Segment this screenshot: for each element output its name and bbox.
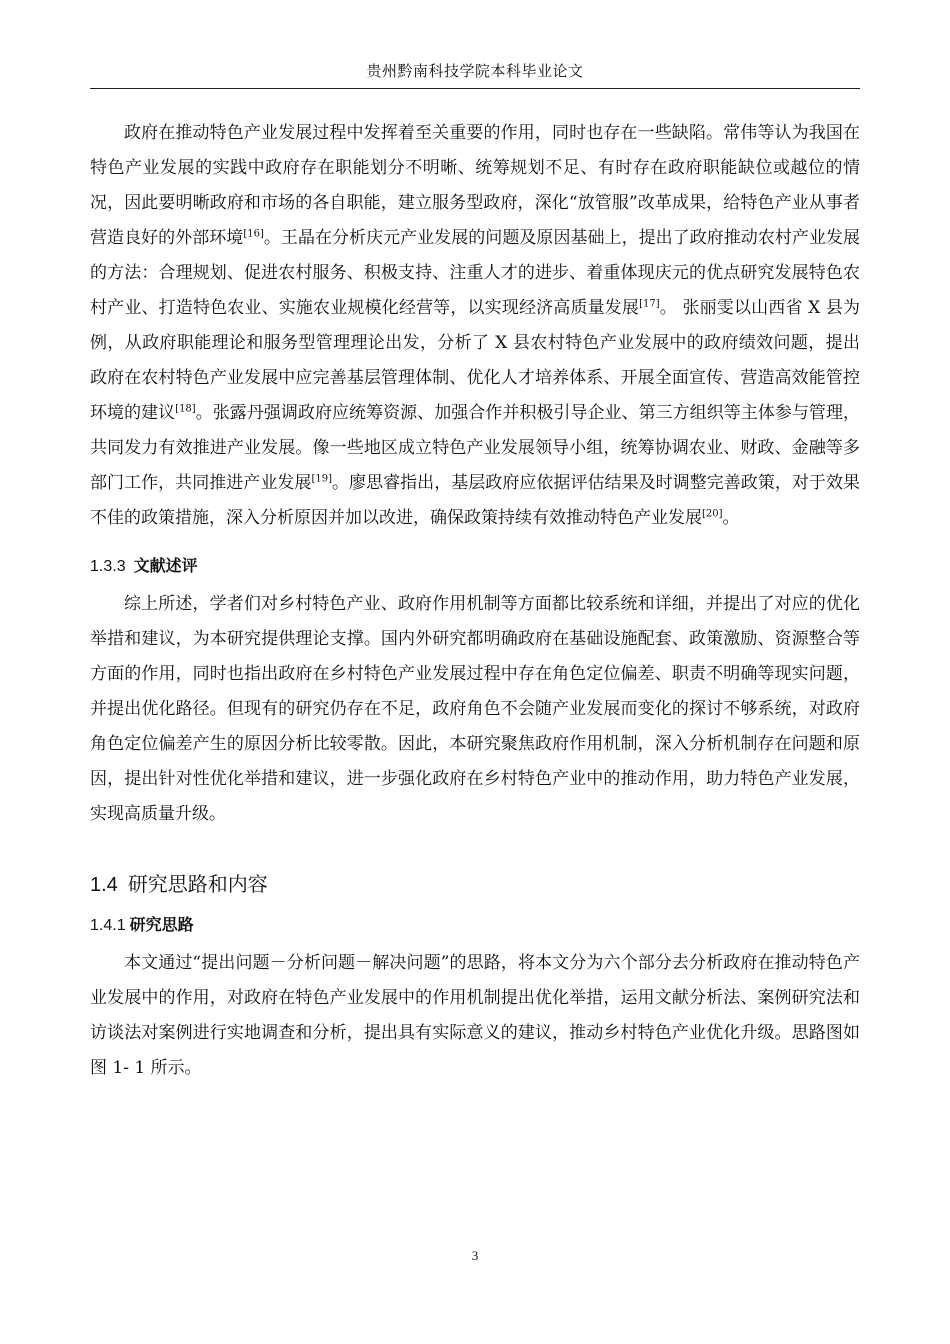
section-number: 1.4.1 bbox=[90, 917, 126, 934]
paragraph-text: 。 张丽雯以山西省 X 县为例，从政府职能理论和服务型管理理论出发，分析了 X 县农村特色产业发展中的政府绩效问题，提出政府在农村特色产业发展中应完善基层管理体制、优化人才培养体系、开展全面宣传、营造高效能管控环境的建议 bbox=[90, 298, 860, 423]
paragraph-literature-review: 综上所述，学者们对乡村特色产业、政府作用机制等方面都比较系统和详细，并提出了对应的优化举措和建议，为本研究提供理论支撑。国内外研究都明确政府在基础设施配套、政策激励、资源整合等方面的作用，同时也指出政府在乡村特色产业发展过程中存在角色定位偏差、职责不明确等现实问题，并提出优化路径。但现有的研究仍存在不足，政府角色不会随产业发展而变化的探讨不够系统，对政府角色定位偏差产生的原因分析比较零散。因此，本研究聚焦政府作用机制，深入分析机制存在问题和原因，提出针对性优化举措和建议，进一步强化政府在乡村特色产业中的推动作用，助力特色产业发展，实现高质量升级。 bbox=[90, 594, 860, 824]
paragraph-text: 。廖思睿指出，基层政府应依据评估结果及时调整完善政策，对于效果不佳的政策措施，深入分析原因并加以改进，确保政策持续有效推动特色产业发展 bbox=[90, 473, 861, 528]
paragraph-text: 。王晶在分析庆元产业发展的问题及原因基础上，提出了政府推动农村产业发展的方法：合理规划、促进农村服务、积极支持、注重人才的进步、着重体现庆元的优点研究发展特色农村产业、打造特色农业、实施农业规模化经营等，以实现经济高质量发展 bbox=[90, 228, 861, 318]
citation-ref: [20] bbox=[702, 508, 723, 520]
paragraph-government-role-literature bbox=[90, 116, 860, 536]
citation-ref: [17] bbox=[639, 298, 660, 310]
paragraph-text: 。 bbox=[722, 508, 740, 528]
header-divider bbox=[90, 88, 860, 89]
paragraph-text: 政府在推动特色产业发展过程中发挥着至关重要的作用，同时也存在一些缺陷。常伟等认为我国在特色产业发展的实践中政府存在职能划分不明晰、统筹规划不足、有时存在政府职能缺位或越位的情况，因此要明晰政府和市场的各自职能，建立服务型政府，深化“放管服”改革成果，给特色产业从事者营造良好的外部环境 bbox=[90, 123, 860, 248]
page-body bbox=[90, 116, 860, 1086]
section-title: 研究思路 bbox=[129, 915, 194, 934]
section-title: 研究思路和内容 bbox=[127, 872, 268, 896]
paragraph-text: 。张露丹强调政府应统筹资源、加强合作并积极引导企业、第三方组织等主体参与管理，共同发力有效推进产业发展。像一些地区成立特色产业发展领导小组，统筹协调农业、财政、金融等多部门工作，共同推进产业发展 bbox=[90, 403, 861, 493]
citation-ref: [19] bbox=[311, 473, 332, 485]
citation-ref: [18] bbox=[175, 403, 196, 415]
section-heading-research-approach-content bbox=[90, 870, 860, 899]
section-heading-research-approach bbox=[90, 913, 860, 938]
paragraph-research-approach: 本文通过“提出问题－分析问题－解决问题”的思路，将本文分为六个部分去分析政府在推动特色产业发展中的作用，对政府在特色产业发展中的作用机制提出优化举措，运用文献分析法、案例研究法和访谈法对案例进行实地调查和分析，提出具有实际意义的建议，推动乡村特色产业优化升级。思路图如图 1- 1 所示。 bbox=[90, 953, 860, 1078]
section-title: 文献述评 bbox=[133, 556, 198, 575]
page-header-title: 贵州黔南科技学院本科毕业论文 bbox=[366, 62, 584, 80]
page-number: 3 bbox=[471, 1248, 479, 1263]
citation-ref: [16] bbox=[243, 228, 264, 240]
section-number: 1.4 bbox=[90, 874, 118, 896]
section-number: 1.3.3 bbox=[90, 558, 126, 575]
section-heading-literature-review bbox=[90, 554, 860, 579]
